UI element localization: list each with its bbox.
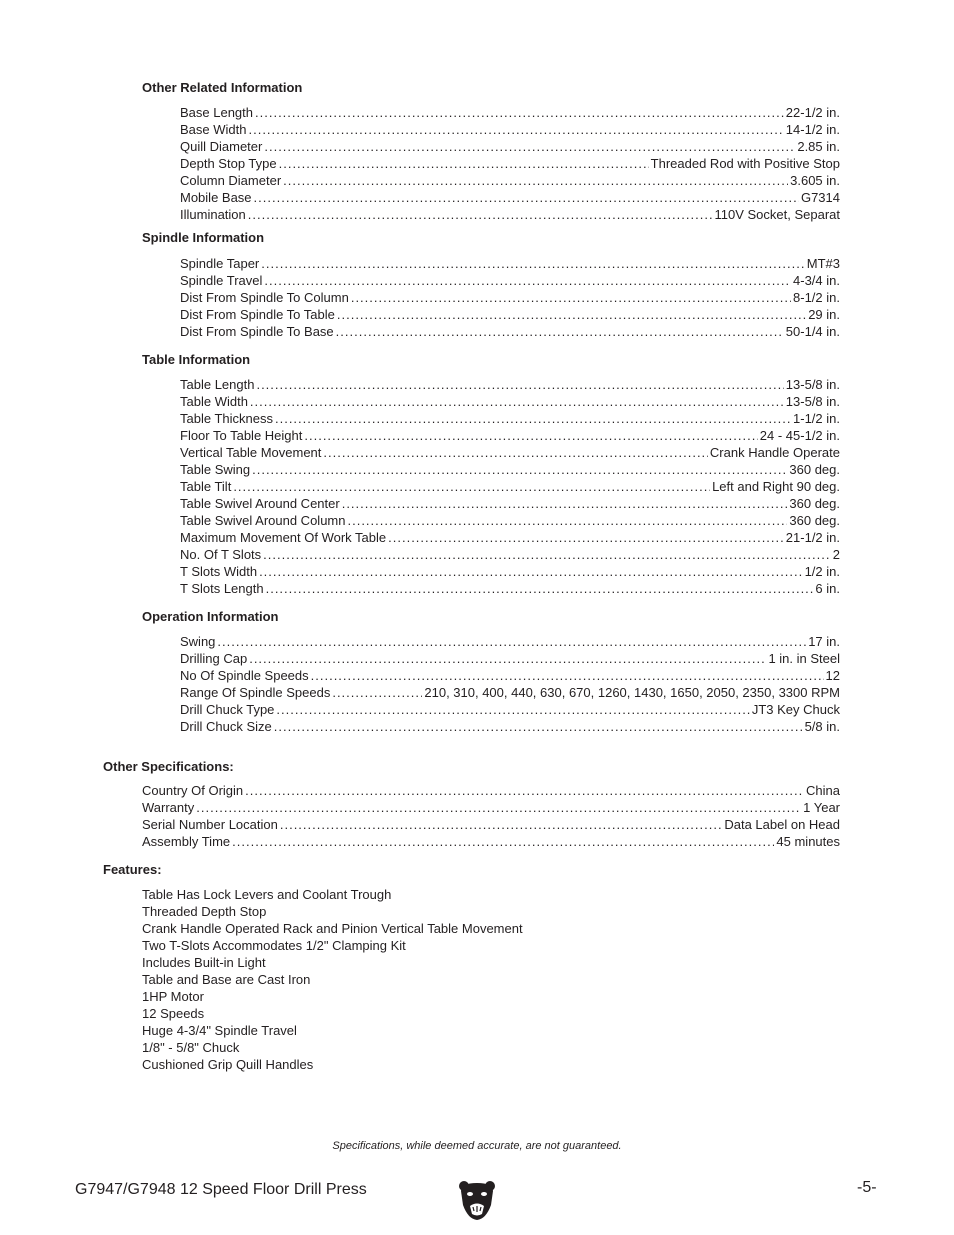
spec-row <box>180 289 840 306</box>
spec-list-other-specs <box>142 782 840 850</box>
feature-item: Table and Base are Cast Iron <box>142 972 311 987</box>
spec-value: 13-5/8 in. <box>785 394 840 409</box>
spec-label: Table Tilt <box>180 479 232 494</box>
spec-row <box>180 580 840 597</box>
spec-row <box>180 104 840 121</box>
spec-value: Threaded Rod with Positive Stop <box>650 156 840 171</box>
spec-label: Floor To Table Height <box>180 428 303 443</box>
spec-label: Warranty <box>142 800 195 815</box>
spec-value: 45 minutes <box>776 834 840 849</box>
spec-value: 17 in. <box>808 634 840 649</box>
spec-value: 360 deg. <box>789 462 840 477</box>
leader-dots <box>254 189 799 206</box>
section-title-spindle: Spindle Information <box>142 230 265 245</box>
spec-label: Maximum Movement Of Work Table <box>180 530 387 545</box>
leader-dots <box>249 650 766 667</box>
spec-value: 3.605 in. <box>790 173 840 188</box>
spec-label: Drill Chuck Type <box>180 702 275 717</box>
leader-dots <box>304 427 757 444</box>
leader-dots <box>332 684 422 701</box>
leader-dots <box>274 718 803 735</box>
spec-value: 24 - 45-1/2 in. <box>759 428 840 443</box>
spec-label: Quill Diameter <box>180 139 263 154</box>
leader-dots <box>233 478 710 495</box>
leader-dots <box>256 376 783 393</box>
spec-label: Table Swing <box>180 462 251 477</box>
spec-label: T Slots Length <box>180 581 264 596</box>
section-title-other-specs: Other Specifications: <box>103 759 234 774</box>
spec-value: 110V Socket, Separat <box>714 207 840 222</box>
leader-dots <box>336 323 784 340</box>
spec-row <box>180 206 840 223</box>
leader-dots <box>266 580 814 597</box>
spec-label: Table Swivel Around Column <box>180 513 346 528</box>
leader-dots <box>232 833 774 850</box>
spec-row <box>180 495 840 512</box>
spec-value: MT#3 <box>806 256 840 271</box>
feature-item: 1HP Motor <box>142 989 204 1004</box>
spec-value: G7314 <box>800 190 840 205</box>
spec-list-table <box>180 376 840 597</box>
spec-row <box>180 272 840 289</box>
spec-label: Spindle Travel <box>180 273 263 288</box>
leader-dots <box>275 410 791 427</box>
spec-value: China <box>806 783 840 798</box>
leader-dots <box>279 155 649 172</box>
spec-row <box>180 667 840 684</box>
spec-row <box>180 255 840 272</box>
feature-item: Two T-Slots Accommodates 1/2" Clamping Kit <box>142 938 406 953</box>
spec-row <box>142 816 840 833</box>
spec-value: 2.85 in. <box>797 139 840 154</box>
spec-row <box>180 478 840 495</box>
spec-row <box>180 410 840 427</box>
leader-dots <box>351 289 791 306</box>
spec-label: Base Width <box>180 122 247 137</box>
spec-row <box>180 444 840 461</box>
spec-value: Data Label on Head <box>724 817 840 832</box>
spec-value: 13-5/8 in. <box>785 377 840 392</box>
leader-dots <box>245 782 804 799</box>
spec-value: 5/8 in. <box>804 719 840 734</box>
spec-value: 1-1/2 in. <box>793 411 840 426</box>
spec-label: Table Swivel Around Center <box>180 496 340 511</box>
leader-dots <box>264 272 791 289</box>
leader-dots <box>280 816 722 833</box>
leader-dots <box>261 255 805 272</box>
spec-value: 21-1/2 in. <box>785 530 840 545</box>
spec-label: No. Of T Slots <box>180 547 262 562</box>
spec-label: Dist From Spindle To Base <box>180 324 334 339</box>
spec-label: Mobile Base <box>180 190 252 205</box>
feature-item: Includes Built-in Light <box>142 955 266 970</box>
spec-row <box>180 563 840 580</box>
spec-value: 4-3/4 in. <box>793 273 840 288</box>
spec-list-spindle <box>180 255 840 340</box>
leader-dots <box>263 546 831 563</box>
spec-label: Column Diameter <box>180 173 282 188</box>
leader-dots <box>248 206 713 223</box>
leader-dots <box>252 461 787 478</box>
spec-value: JT3 Key Chuck <box>751 702 840 717</box>
leader-dots <box>250 393 784 410</box>
spec-row <box>180 121 840 138</box>
leader-dots <box>264 138 795 155</box>
feature-item: Crank Handle Operated Rack and Pinion Vertical Table Movement <box>142 921 523 936</box>
spec-value: Crank Handle Operate <box>709 445 840 460</box>
spec-value: 360 deg. <box>789 496 840 511</box>
spec-row <box>180 633 840 650</box>
spec-value: 360 deg. <box>789 513 840 528</box>
spec-label: Country Of Origin <box>142 783 244 798</box>
spec-row <box>180 155 840 172</box>
spec-value: 8-1/2 in. <box>793 290 840 305</box>
spec-label: T Slots Width <box>180 564 258 579</box>
spec-value: 2 <box>832 547 840 562</box>
spec-value: 50-1/4 in. <box>785 324 840 339</box>
spec-row <box>142 782 840 799</box>
leader-dots <box>196 799 801 816</box>
spec-label: Spindle Taper <box>180 256 260 271</box>
leader-dots <box>255 104 784 121</box>
spec-label: No Of Spindle Speeds <box>180 668 309 683</box>
spec-row <box>180 376 840 393</box>
spec-row <box>180 306 840 323</box>
feature-list <box>142 886 523 1073</box>
spec-row <box>180 718 840 735</box>
section-title-other-related: Other Related Information <box>142 80 303 95</box>
spec-row <box>180 172 840 189</box>
spec-value: 1 in. in Steel <box>768 651 840 666</box>
spec-row <box>180 323 840 340</box>
spec-row <box>142 799 840 816</box>
feature-item: Huge 4-3/4" Spindle Travel <box>142 1023 297 1038</box>
spec-row <box>180 546 840 563</box>
spec-row <box>180 684 840 701</box>
spec-value: 22-1/2 in. <box>785 105 840 120</box>
spec-label: Serial Number Location <box>142 817 278 832</box>
feature-item: 12 Speeds <box>142 1006 205 1021</box>
leader-dots <box>323 444 708 461</box>
spec-row <box>180 650 840 667</box>
spec-value: 12 <box>825 668 840 683</box>
spec-value: 210, 310, 400, 440, 630, 670, 1260, 1430, 1650, 2050, 2350, 3300 RPM <box>424 685 840 700</box>
feature-item: Cushioned Grip Quill Handles <box>142 1057 314 1072</box>
spec-value: 1/2 in. <box>804 564 840 579</box>
spec-list-operation <box>180 633 840 735</box>
leader-dots <box>259 563 803 580</box>
leader-dots <box>311 667 824 684</box>
footer-title: G7947/G7948 12 Speed Floor Drill Press <box>75 1181 367 1198</box>
leader-dots <box>217 633 806 650</box>
leader-dots <box>337 306 806 323</box>
page-number: -5- <box>857 1179 877 1196</box>
feature-item: Table Has Lock Levers and Coolant Trough <box>142 887 392 902</box>
spec-row <box>180 427 840 444</box>
spec-row <box>180 529 840 546</box>
leader-dots <box>248 121 783 138</box>
spec-row <box>180 138 840 155</box>
bear-head-logo-icon <box>458 1179 496 1221</box>
spec-label: Dist From Spindle To Column <box>180 290 349 305</box>
spec-value: Left and Right 90 deg. <box>712 479 840 494</box>
section-title-table: Table Information <box>142 352 251 367</box>
feature-item: 1/8" - 5/8" Chuck <box>142 1040 240 1055</box>
spec-row <box>180 461 840 478</box>
feature-item: Threaded Depth Stop <box>142 904 267 919</box>
leader-dots <box>283 172 788 189</box>
spec-label: Illumination <box>180 207 246 222</box>
leader-dots <box>342 495 788 512</box>
section-title-operation: Operation Information <box>142 609 279 624</box>
spec-row <box>180 393 840 410</box>
spec-row <box>142 833 840 850</box>
spec-label: Depth Stop Type <box>180 156 277 171</box>
spec-label: Vertical Table Movement <box>180 445 322 460</box>
spec-label: Table Length <box>180 377 255 392</box>
leader-dots <box>388 529 784 546</box>
section-title-features: Features: <box>103 862 162 877</box>
spec-label: Range Of Spindle Speeds <box>180 685 331 700</box>
disclaimer-text: Specifications, while deemed accurate, are not guaranteed. <box>332 1140 622 1152</box>
spec-label: Table Thickness <box>180 411 273 426</box>
spec-row <box>180 701 840 718</box>
spec-value: 14-1/2 in. <box>785 122 840 137</box>
spec-label: Table Width <box>180 394 248 409</box>
spec-list-other-related <box>180 104 840 223</box>
spec-row <box>180 512 840 529</box>
leader-dots <box>347 512 787 529</box>
spec-value: 1 Year <box>803 800 840 815</box>
spec-label: Base Length <box>180 105 254 120</box>
spec-row <box>180 189 840 206</box>
spec-value: 29 in. <box>808 307 840 322</box>
spec-label: Swing <box>180 634 216 649</box>
spec-label: Drill Chuck Size <box>180 719 272 734</box>
leader-dots <box>276 701 749 718</box>
spec-value: 6 in. <box>815 581 840 596</box>
spec-label: Dist From Spindle To Table <box>180 307 335 322</box>
spec-label: Drilling Cap <box>180 651 248 666</box>
spec-label: Assembly Time <box>142 834 231 849</box>
